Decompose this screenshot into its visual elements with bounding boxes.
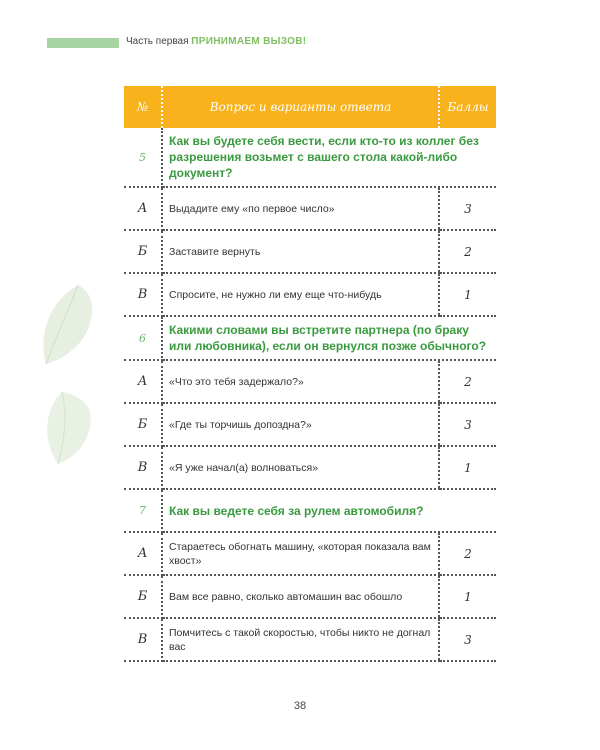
answer-letter: А	[124, 360, 162, 403]
answer-row	[124, 273, 496, 316]
answer-points: 1	[439, 575, 496, 618]
question-text: Как вы ведете себя за рулем автомобиля?	[162, 489, 496, 532]
answer-row	[124, 403, 496, 446]
questionnaire-table	[124, 86, 496, 662]
answer-row	[124, 532, 496, 575]
answer-letter: В	[124, 446, 162, 489]
answer-points: 3	[439, 403, 496, 446]
header-title: ПРИНИМАЕМ ВЫЗОВ!	[191, 36, 307, 47]
answer-points: 2	[439, 532, 496, 575]
answer-text: «Что это тебя задержало?»	[162, 360, 439, 403]
answer-points: 2	[439, 230, 496, 273]
question-row	[124, 128, 496, 187]
table-header-row	[124, 86, 496, 128]
answer-row	[124, 230, 496, 273]
answer-text: «Я уже начал(а) волноваться»	[162, 446, 439, 489]
question-number: 6	[124, 316, 162, 360]
answer-letter: Б	[124, 230, 162, 273]
answer-text: Выдадите ему «по первое число»	[162, 187, 439, 230]
answer-letter: Б	[124, 575, 162, 618]
running-header	[126, 36, 306, 47]
header-points: Баллы	[439, 86, 496, 128]
answer-text: Стараетесь обогнать машину, «которая показала вам хвост»	[162, 532, 439, 575]
question-row	[124, 316, 496, 360]
answer-letter: А	[124, 187, 162, 230]
header-accent-bar	[47, 38, 119, 48]
header-part: Часть первая	[126, 36, 189, 47]
answer-row	[124, 360, 496, 403]
answer-row	[124, 618, 496, 661]
answer-row	[124, 187, 496, 230]
leaf-decoration-top	[38, 282, 96, 370]
answer-row	[124, 446, 496, 489]
question-text: Какими словами вы встретите партнера (по браку или любовника), если он вернулся позже обычного?	[162, 316, 496, 360]
answer-points: 1	[439, 273, 496, 316]
question-text: Как вы будете себя вести, если кто-то из коллег без разрешения возьмет с вашего стола какой-либо документ?	[162, 128, 496, 187]
question-number: 5	[124, 128, 162, 187]
answer-text: Спросите, не нужно ли ему еще что-нибудь	[162, 273, 439, 316]
answer-text: Вам все равно, сколько автомашин вас обошло	[162, 575, 439, 618]
answer-letter: А	[124, 532, 162, 575]
header-number: №	[124, 86, 162, 128]
answer-letter: В	[124, 618, 162, 661]
question-number: 7	[124, 489, 162, 532]
answer-letter: Б	[124, 403, 162, 446]
answer-text: Помчитесь с такой скоростью, чтобы никто не догнал вас	[162, 618, 439, 661]
page-number: 38	[293, 700, 307, 712]
answer-points: 3	[439, 187, 496, 230]
question-row	[124, 489, 496, 532]
answer-points: 2	[439, 360, 496, 403]
answer-points: 1	[439, 446, 496, 489]
answer-text: «Где ты торчишь допоздна?»	[162, 403, 439, 446]
answer-points: 3	[439, 618, 496, 661]
answer-letter: В	[124, 273, 162, 316]
answer-row	[124, 575, 496, 618]
answer-text: Заставите вернуть	[162, 230, 439, 273]
header-question: Вопрос и варианты ответа	[162, 86, 439, 128]
leaf-decoration-bottom	[40, 390, 96, 470]
